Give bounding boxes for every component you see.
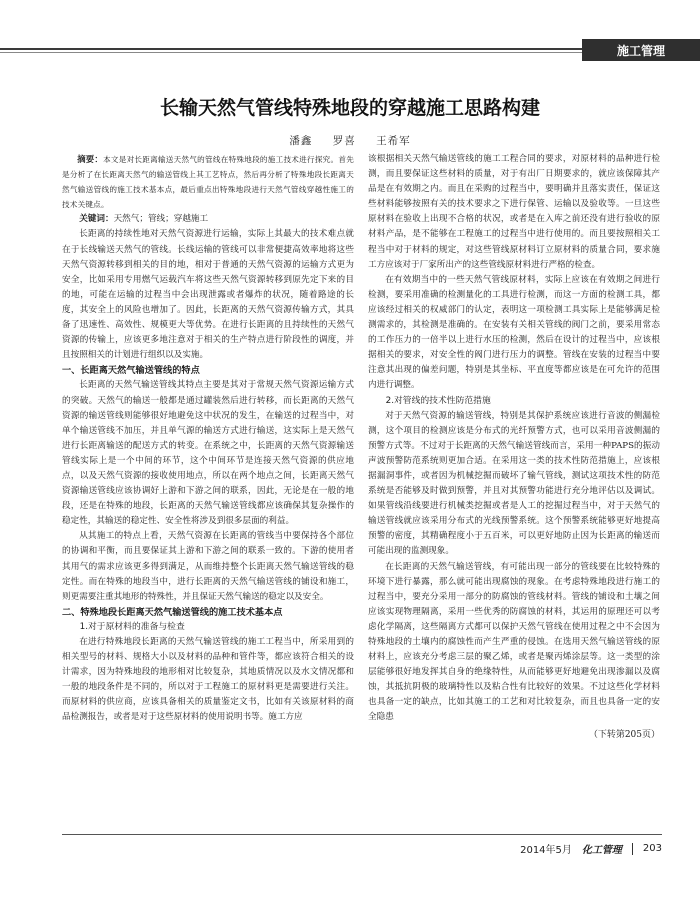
page-number: 203: [642, 843, 662, 854]
continued-note: （下转第205页）: [588, 729, 660, 740]
author: 王希军: [376, 135, 411, 147]
abstract-label: 摘要：: [77, 154, 104, 164]
left-column: [62, 152, 354, 726]
footer-divider: [632, 843, 633, 855]
subsection-heading: 1.对于原材料的准备与检查: [79, 621, 185, 632]
paragraph: 从其施工的特点上看，天然气资源在长距离的管线当中要保持各个部位的协调和平衡，而且要保证其上游和下游之间的联系一致的。下游的使用者其用气的需求应该更多得到满足，从而维持整个长距离天然气输送管线的稳定性。而在特殊的地段当中，进行长距离的天然气输送管线的铺设和施工，则更需要注重其地形的特殊性，并且保证天然气输送的稳定以及安全。: [62, 531, 354, 602]
paragraph: 长距离的持续性地对天然气资源进行运输，实际上其最大的技术难点就在于长线输送天然气的管线。长线运输的管线可以非常便捷高效率地将这些天然气资源转移到相关的目的地，相对于普通的天然气资源的运输方式更为安全，比如采用专用燃气运载汽车将这些天然气资源转移到原先定下来的目的地，可能在运输的过程当中会出现泄露或者爆炸的状况，随着路途的长度，其安全上的风险也增加了。因此，长距离的天然气资源传输方式，其具备了迅速性、高效性、规模更大等优势。在进行长距离的且持续性的天然气资源的传输上，应该更多地注意对于相关的生产特点进行阶段性的调度，并且按照相关的计划进行组织以及实施。: [62, 229, 354, 361]
paragraph: 对于天然气资源的输送管线，特别是其保护系统应该进行音波的侧漏检测，这个项目的检测应该是分布式的光纤预警方式，也可以采用音波侧漏的预警方式等。不过对于长距离的天然气输送管线而言，采用一种PAPS的振动声波预警防范系统则更加合适。在采用这一类的技术性防范措施上，应该根据漏洞事件，或者因为机械挖掘而破坏了输气管线，测试这项技术性的防范系统是否能够及时做到预警，并且对其预警功能进行充分地评估以及调试。如果管线沿线要进行机械类挖掘或者是人工的挖掘过程当中，对于天然气的输送管线就应该采用分布式的光线预警系统。这个预警系统能够更好地提高预警的密度，其精确程度小于五百米，可以更好地防止因为长距离的输送而可能出现的监测现象。: [368, 410, 660, 557]
section-heading: 二、特殊地段长距离天然气输送管线的施工技术基本点: [62, 606, 283, 618]
abstract-text: 本文是对长距离输送天然气的管线在特殊地段的施工技术进行探究。首先是分析了在长距离天然气的输送管线上其工艺特点，然后再分析了特殊地段长距离天然气输送管线的施工技术基本点，最后重点出特殊地段进行天然气管线穿越性施工的技术关键点。: [62, 155, 354, 210]
footer-rule: [62, 834, 662, 835]
section-heading: 一、长距离天然气输送管线的特点: [62, 365, 200, 377]
paragraph: 该根据相关天然气输送管线的施工工程合同的要求，对原材料的品种进行检测，而且要保证这些材料的质量，对于有出厂日期要求的，就应该保障其产品是在有效期之内。而且在采购的过程当中，要明确并且落实责任，保证这些材料能够按照有关的技术要求之下进行保管、运输以及验收等。一旦这些原材料在验收上出现不合格的状况，或者是在入库之前还没有进行验收的原材料产品，是不能够在工程施工的过程当中进行使用的。而且要按照相关工程当中对于材料的规定，对这些管线原材料订立原材料的质量合同，要求施工方应该对于厂家所出产的这些管线原材料进行严格的检查。: [368, 154, 660, 270]
right-column: [368, 152, 660, 743]
section-tag: 施工管理: [582, 39, 700, 61]
issue-date: 2014年5月: [520, 845, 572, 856]
authors: [0, 133, 700, 148]
journal-name: 化工管理: [581, 845, 622, 856]
subsection-heading: 2.对管线的技术性防范措施: [385, 395, 491, 406]
page-footer: [520, 841, 662, 856]
paragraph: 在进行特殊地段长距离的天然气输送管线的施工工程当中，所采用到的相关型号的材料、规格大小以及材料的品种和管件等，都应该符合相关的设计需求，因为特殊地段的地形相对比较复杂，其地质情况以及水文情况都和一般的地段条件是不同的，所以对于工程施工的原材料更是需要进行关注。而原材料的供应商，应该具备相关的质量鉴定文书，比如有关该原材料的商品检测报告，或者是对于这些原材料的使用说明书等。施工方应: [62, 637, 354, 723]
paragraph: 在长距离的天然气输送管线，有可能出现一部分的管线要在比较特殊的环境下进行暴露，那么就可能出现腐蚀的现象。在考虑特殊地段进行施工的过程当中，要充分采用一部分的防腐蚀的管线材料。管线的铺设和土壤之间应该实现物理隔离，采用一些优秀的防腐蚀的材料，其运用的原理还可以考虑化学隔离，这些隔离方式都可以保护天然气管线在使用过程之中不会因为特殊地段的土壤内的腐蚀性而产生严重的侵蚀。在选用天然气输送管线的原材料上，应该充分考虑三层的聚乙烯，或者是聚丙烯涂层等。这一类型的涂层能够很好地发挥其自身的绝缘特性，从而能够更好地避免出现渗漏以及腐蚀，其抵抗阴极的玻璃特性以及粘合性有比较好的效果。不过这些化学材料也具备一定的缺点，比如其施工的工艺和对比较复杂，而且也具备一定的安全隐患: [368, 561, 660, 723]
author: 罗喜: [332, 135, 356, 147]
paragraph: 长距离的天然气输送管线其特点主要是其对于常规天然气资源运输方式的突破。天然气的输送一般都是通过罐装然后进行转移，而长距离的天然气资源的输送管线则能够很好地避免这中状况的发生，在输送的过程当中，对单个输送管线不加压，并且单气源的输送方式进行输送，这实际上是天然气进行长距离输送的配送方式的转变。在系统之中，长距离的天然气资源输送管线实际上是一个中间的环节，这个中间环节是连接天然气资源的供应地点，以及天然气资源的接收使用地点，所以在两个地点之间，长距离天然气资源输送管线应该协调好上游和下游之间的联系，因此，无论是在一般的地段，还是在特殊的地段，长距离的天然气输送管线都应该确保其复杂操作的稳定性，其输送的稳定性、安全性将涉及到很多层面的利益。: [62, 380, 354, 527]
paragraph: 在有效期当中的一些天然气管线原材料，实际上应该在有效期之间进行检测，要采用准确的检测量化的工具进行检测，而这一方面的检测工具，都应该经过相关的权威部门的认定，表明这一项检测工具实际上是能够满足检测需求的，其检测是准确的。在安装有关相关管线的阀门之前，要采用常态的工作压力的一倍半以上进行水压的检测，然后在设计的过程当中，应该根据相关的要求，对安全性的阀门进行压力的调整。管线在安装的过程当中要注意其出现的偏差问题，特别是其坐标、平直度等都应该是在可允许的范围内进行调整。: [368, 274, 660, 391]
keywords: [62, 212, 354, 227]
abstract: [62, 152, 354, 212]
author: 潘鑫: [289, 135, 313, 147]
article-title: 长输天然气管线特殊地段的穿越施工思路构建: [159, 97, 540, 119]
keywords-text: 天然气；管线；穿越施工: [113, 214, 209, 225]
keywords-label: 关键词：: [79, 214, 114, 225]
